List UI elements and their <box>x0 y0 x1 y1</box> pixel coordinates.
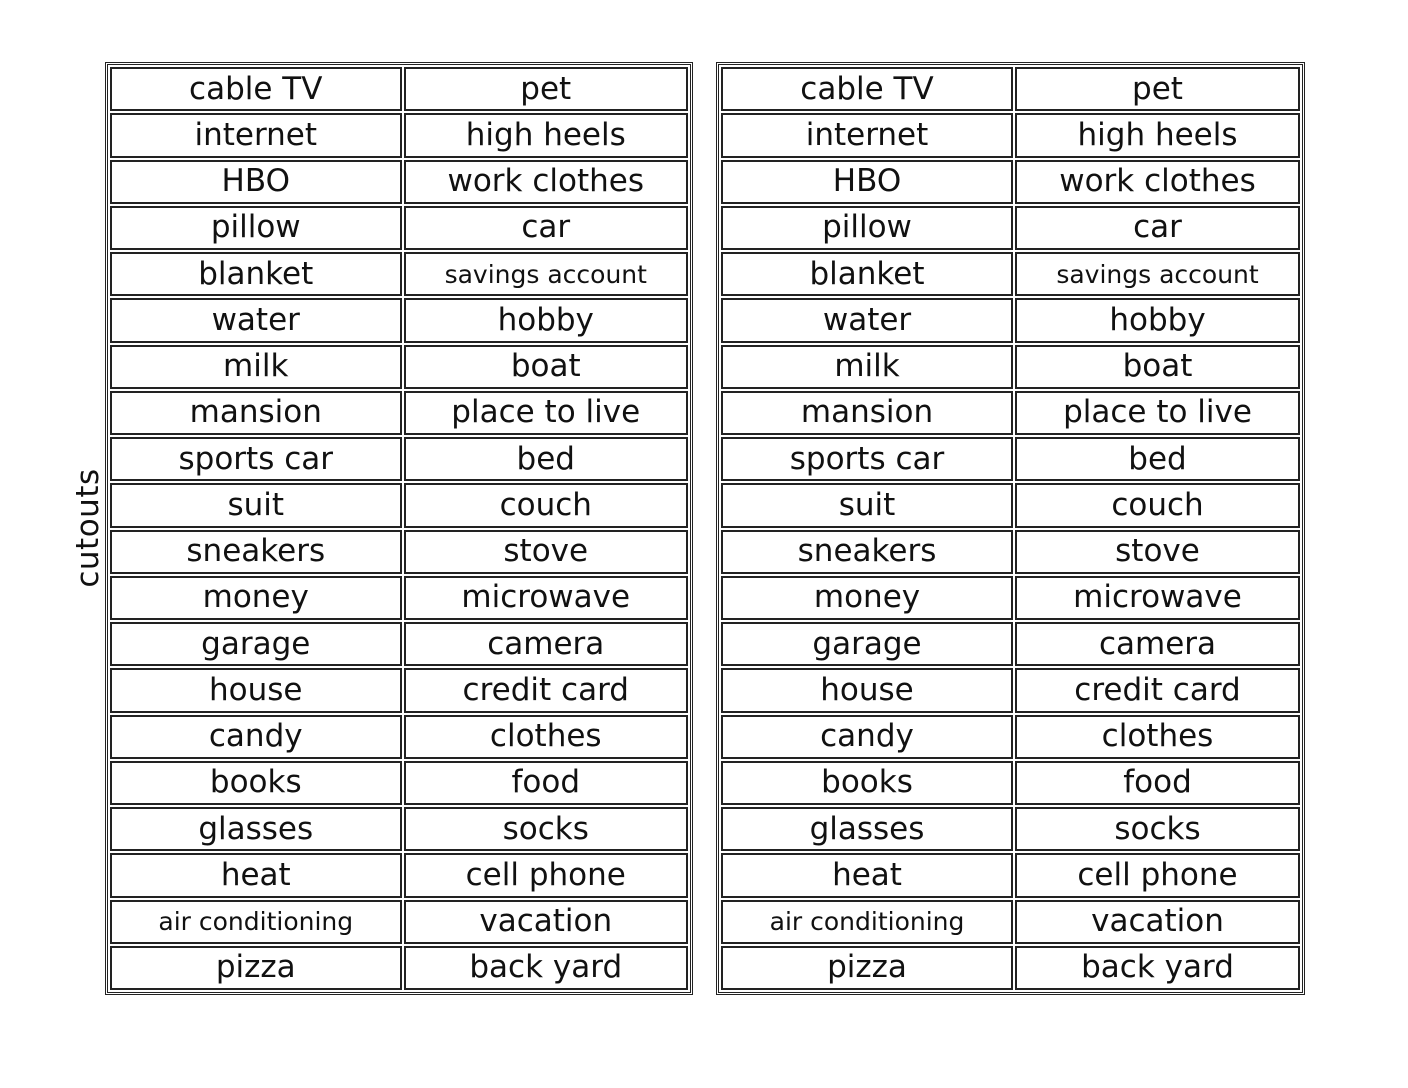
table-row <box>110 252 688 296</box>
word-cell: water <box>110 298 402 342</box>
word-cell: place to live <box>404 391 689 435</box>
table-row <box>721 345 1300 389</box>
table-row <box>110 113 688 157</box>
word-cell: sneakers <box>110 530 402 574</box>
word-cell: heat <box>110 853 402 897</box>
word-cell: HBO <box>721 160 1013 204</box>
word-cell: clothes <box>404 715 689 759</box>
word-cell: credit card <box>1015 668 1300 712</box>
table-row <box>721 437 1300 481</box>
word-cell: heat <box>721 853 1013 897</box>
word-cell: books <box>110 761 402 805</box>
word-cell: couch <box>1015 483 1300 527</box>
word-cell: pillow <box>721 206 1013 250</box>
word-cell: house <box>721 668 1013 712</box>
word-cell: glasses <box>110 807 402 851</box>
table-row <box>110 437 688 481</box>
word-cell: cell phone <box>404 853 689 897</box>
cutout-table-right <box>716 62 1305 995</box>
table-row <box>721 900 1300 944</box>
word-cell: camera <box>404 622 689 666</box>
word-cell: candy <box>721 715 1013 759</box>
word-cell: work clothes <box>404 160 689 204</box>
word-cell: air conditioning <box>721 900 1013 944</box>
word-cell: blanket <box>721 252 1013 296</box>
word-cell: back yard <box>1015 946 1300 990</box>
table-row <box>721 715 1300 759</box>
side-label-text: cutouts <box>70 468 106 588</box>
table-row <box>721 946 1300 990</box>
table-row <box>721 483 1300 527</box>
table-row <box>721 113 1300 157</box>
word-cell: couch <box>404 483 689 527</box>
table-row <box>110 298 688 342</box>
table-row <box>110 530 688 574</box>
word-cell: garage <box>721 622 1013 666</box>
word-cell: house <box>110 668 402 712</box>
word-cell: candy <box>110 715 402 759</box>
word-cell: internet <box>110 113 402 157</box>
word-cell: high heels <box>1015 113 1300 157</box>
word-cell: back yard <box>404 946 689 990</box>
table-row <box>721 160 1300 204</box>
word-cell: books <box>721 761 1013 805</box>
table-row <box>110 345 688 389</box>
table-row <box>721 853 1300 897</box>
word-cell: boat <box>404 345 689 389</box>
word-cell: clothes <box>1015 715 1300 759</box>
word-cell: cell phone <box>1015 853 1300 897</box>
word-cell: suit <box>721 483 1013 527</box>
table-row <box>721 391 1300 435</box>
table-row <box>110 67 688 111</box>
cutout-table-left <box>105 62 693 995</box>
table-row <box>721 622 1300 666</box>
table-row <box>721 206 1300 250</box>
side-label <box>70 465 106 591</box>
word-cell: money <box>110 576 402 620</box>
word-cell: savings account <box>404 252 689 296</box>
table-row <box>721 576 1300 620</box>
word-cell: socks <box>404 807 689 851</box>
word-cell: money <box>721 576 1013 620</box>
word-cell: boat <box>1015 345 1300 389</box>
word-cell: pillow <box>110 206 402 250</box>
word-cell: high heels <box>404 113 689 157</box>
table-row <box>110 900 688 944</box>
word-cell: car <box>1015 206 1300 250</box>
table-row <box>110 622 688 666</box>
word-cell: vacation <box>404 900 689 944</box>
table-row <box>110 576 688 620</box>
word-cell: bed <box>1015 437 1300 481</box>
table-row <box>110 160 688 204</box>
word-cell: cable TV <box>721 67 1013 111</box>
word-cell: savings account <box>1015 252 1300 296</box>
word-cell: hobby <box>404 298 689 342</box>
word-cell: food <box>404 761 689 805</box>
word-table <box>719 65 1302 992</box>
word-cell: vacation <box>1015 900 1300 944</box>
word-cell: internet <box>721 113 1013 157</box>
table-row <box>110 391 688 435</box>
word-cell: pizza <box>110 946 402 990</box>
table-row <box>721 298 1300 342</box>
word-cell: stove <box>404 530 689 574</box>
table-row <box>110 206 688 250</box>
word-cell: sports car <box>110 437 402 481</box>
table-row <box>721 252 1300 296</box>
word-cell: pet <box>1015 67 1300 111</box>
word-cell: garage <box>110 622 402 666</box>
word-cell: HBO <box>110 160 402 204</box>
word-table <box>108 65 690 992</box>
table-row <box>721 668 1300 712</box>
table-row <box>721 807 1300 851</box>
word-cell: suit <box>110 483 402 527</box>
word-cell: pizza <box>721 946 1013 990</box>
word-cell: sneakers <box>721 530 1013 574</box>
word-cell: mansion <box>721 391 1013 435</box>
table-row <box>110 668 688 712</box>
word-cell: camera <box>1015 622 1300 666</box>
word-cell: sports car <box>721 437 1013 481</box>
word-cell: stove <box>1015 530 1300 574</box>
table-row <box>721 67 1300 111</box>
word-cell: socks <box>1015 807 1300 851</box>
word-cell: air conditioning <box>110 900 402 944</box>
table-row <box>110 715 688 759</box>
word-cell: microwave <box>404 576 689 620</box>
word-cell: microwave <box>1015 576 1300 620</box>
word-cell: food <box>1015 761 1300 805</box>
word-cell: pet <box>404 67 689 111</box>
word-cell: blanket <box>110 252 402 296</box>
word-cell: place to live <box>1015 391 1300 435</box>
word-cell: milk <box>110 345 402 389</box>
word-cell: credit card <box>404 668 689 712</box>
word-cell: mansion <box>110 391 402 435</box>
word-cell: glasses <box>721 807 1013 851</box>
table-row <box>110 761 688 805</box>
table-row <box>110 807 688 851</box>
word-cell: work clothes <box>1015 160 1300 204</box>
word-cell: milk <box>721 345 1013 389</box>
word-cell: car <box>404 206 689 250</box>
table-row <box>721 761 1300 805</box>
table-row <box>110 946 688 990</box>
word-cell: water <box>721 298 1013 342</box>
word-cell: hobby <box>1015 298 1300 342</box>
table-row <box>110 483 688 527</box>
table-row <box>110 853 688 897</box>
table-row <box>721 530 1300 574</box>
word-cell: cable TV <box>110 67 402 111</box>
word-cell: bed <box>404 437 689 481</box>
